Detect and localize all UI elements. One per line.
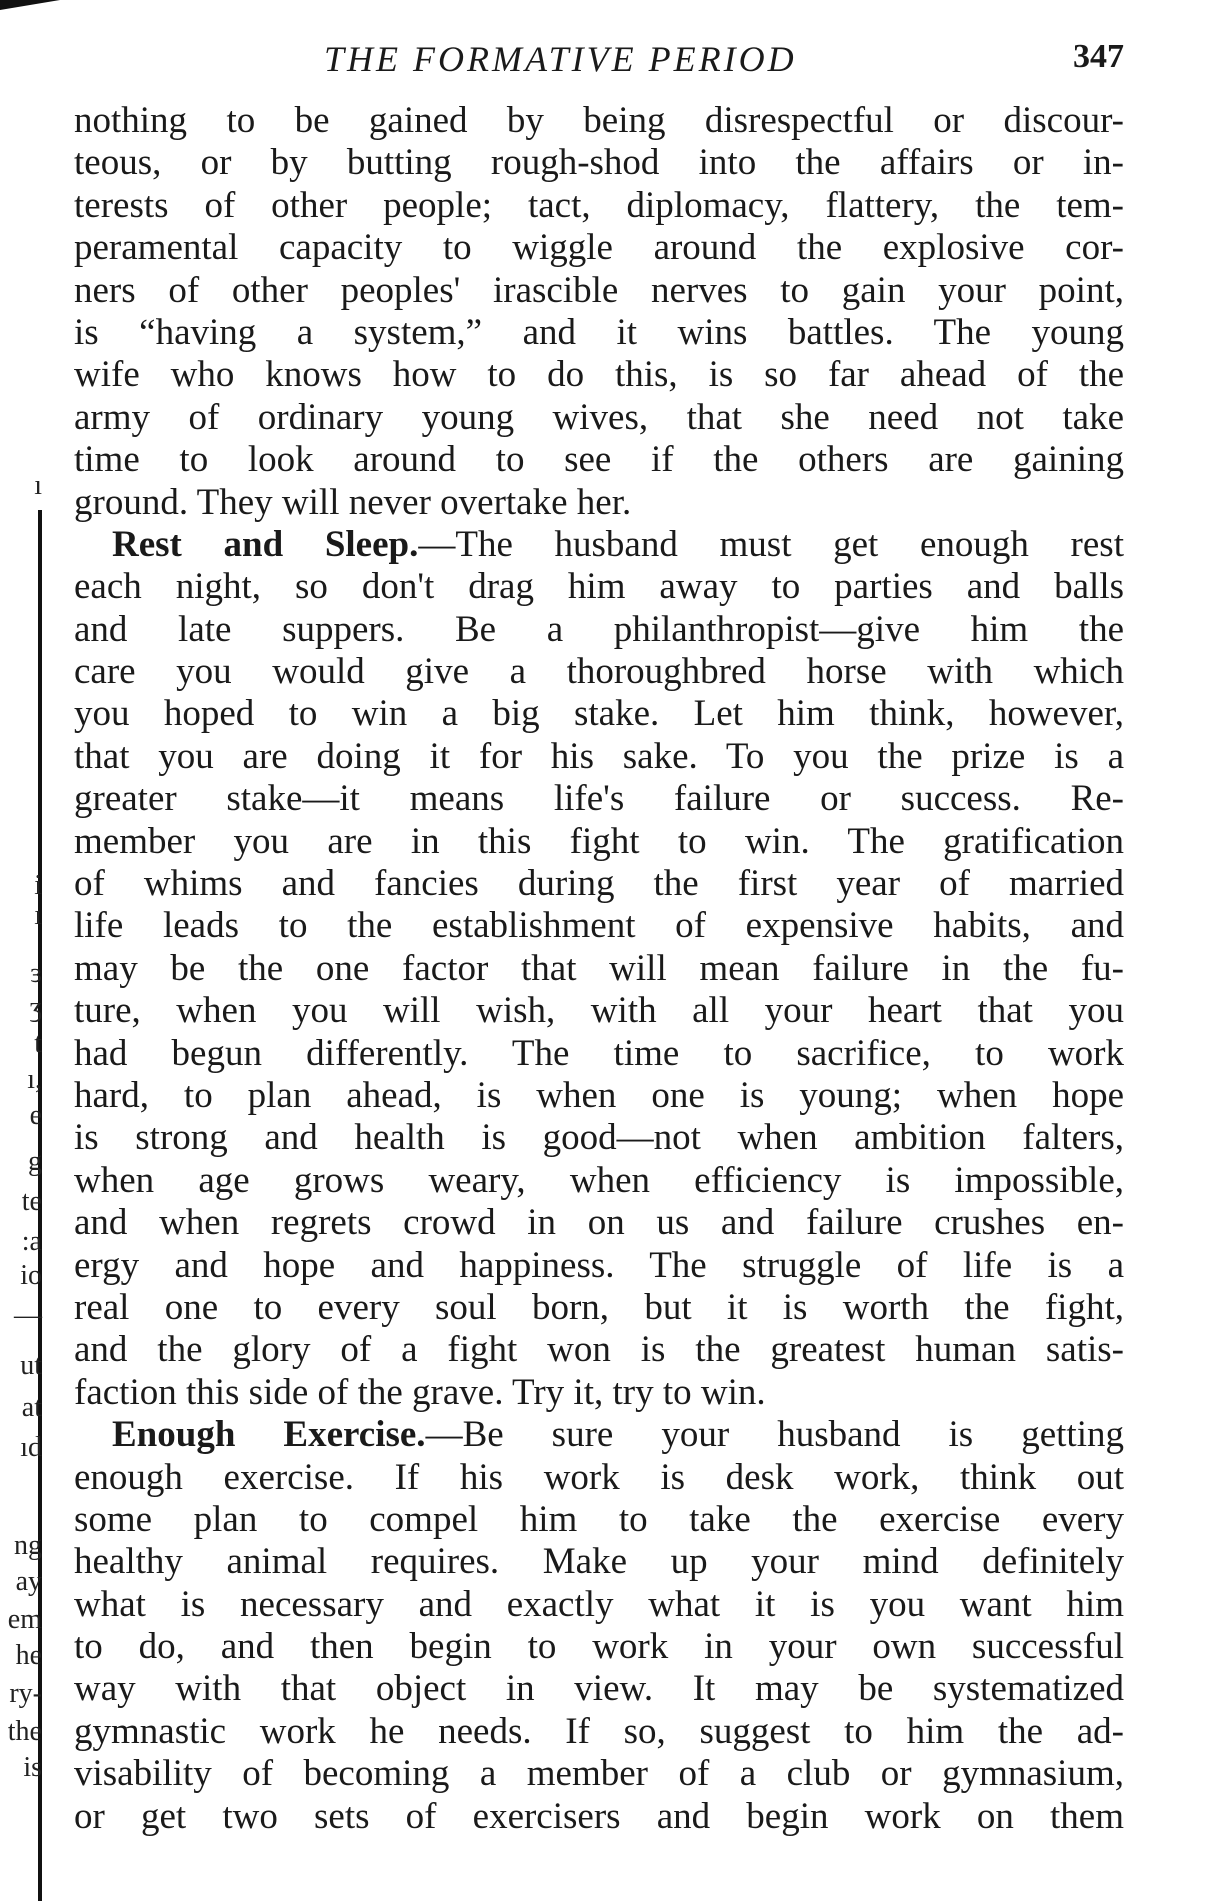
page-number: 347 bbox=[1073, 38, 1124, 75]
text-line: when age grows weary, when efficiency is impossible, bbox=[74, 1159, 1124, 1201]
paragraph-enough-exercise bbox=[74, 1414, 1124, 1838]
section-heading: Rest and Sleep. bbox=[112, 523, 419, 565]
text-line: you hoped to win a big stake. Let him think, however, bbox=[74, 693, 1124, 735]
gutter-fragment: t bbox=[34, 1028, 42, 1059]
gutter-fragment: — bbox=[14, 1300, 42, 1331]
gutter-fragment: :a bbox=[21, 1226, 42, 1257]
text-line: wife who knows how to do this, is so far ahead of the bbox=[74, 354, 1124, 396]
text-line: nothing to be gained by being disrespectful or discour- bbox=[74, 100, 1124, 141]
text-line: is “having a system,” and it wins battles. The young bbox=[74, 311, 1124, 353]
text-line: that you are doing it for his sake. To you the prize is a bbox=[74, 735, 1124, 777]
text-line: way with that object in view. It may be systematized bbox=[74, 1668, 1124, 1710]
text-line: army of ordinary young wives, that she need not take bbox=[74, 396, 1124, 438]
gutter-fragment: is bbox=[23, 1752, 42, 1783]
text-line: ture, when you will wish, with all your heart that you bbox=[74, 990, 1124, 1032]
paragraph bbox=[74, 100, 1124, 524]
text-line: ground. They will never overtake her. bbox=[74, 481, 632, 523]
text-line: some plan to compel him to take the exercise every bbox=[74, 1498, 1124, 1540]
text-line: care you would give a thoroughbred horse with which bbox=[74, 651, 1124, 693]
text-line: to do, and then begin to work in your own successful bbox=[74, 1626, 1124, 1668]
text-line: of whims and fancies during the first year of married bbox=[74, 863, 1124, 905]
text-line: real one to every soul born, but it is worth the fight, bbox=[74, 1286, 1124, 1328]
text-line: or get two sets of exercisers and begin work on them bbox=[74, 1795, 1124, 1837]
section-heading: Enough Exercise. bbox=[112, 1414, 426, 1456]
gutter-fragment: ıd bbox=[20, 1432, 42, 1463]
text-line: and late suppers. Be a philanthropist—give him the bbox=[74, 608, 1124, 650]
heading-line-text: —Be sure your husband is getting bbox=[425, 1414, 1124, 1456]
text-line: healthy animal requires. Make up your mind definitely bbox=[74, 1541, 1124, 1583]
text-line: had begun differently. The time to sacrifice, to work bbox=[74, 1032, 1124, 1074]
text-line: teous, or by butting rough-shod into the affairs or in- bbox=[74, 142, 1124, 184]
gutter-fragment: te bbox=[21, 1186, 42, 1217]
gutter-fragment: he bbox=[15, 1640, 42, 1671]
text-line: visability of becoming a member of a club or gymnasium, bbox=[74, 1753, 1124, 1795]
gutter-fragment: at bbox=[21, 1392, 42, 1423]
text-line: time to look around to see if the others are gaining bbox=[74, 439, 1124, 481]
text-line bbox=[74, 1414, 1124, 1456]
text-line: member you are in this fight to win. The gratification bbox=[74, 820, 1124, 862]
text-line: life leads to the establishment of expensive habits, and bbox=[74, 905, 1124, 947]
text-line: and when regrets crowd in on us and failure crushes en- bbox=[74, 1202, 1124, 1244]
text-line: what is necessary and exactly what it is you want him bbox=[74, 1583, 1124, 1625]
text-line: enough exercise. If his work is desk work, think out bbox=[74, 1456, 1124, 1498]
gutter-fragment: em bbox=[7, 1604, 42, 1635]
text-line: ergy and hope and happiness. The struggle of life is a bbox=[74, 1244, 1124, 1286]
text-line bbox=[74, 524, 1124, 566]
facing-page-gutter bbox=[0, 0, 48, 1901]
running-title: THE FORMATIVE PERIOD bbox=[324, 39, 797, 79]
gutter-fragment: ay bbox=[15, 1566, 42, 1597]
page-header bbox=[74, 38, 1124, 88]
body-text bbox=[74, 100, 1124, 1838]
gutter-fragment: ı bbox=[34, 470, 42, 501]
gutter-fragment: io bbox=[20, 1260, 42, 1291]
gutter-fragment: i bbox=[34, 870, 42, 901]
text-line: each night, so don't drag him away to parties and balls bbox=[74, 566, 1124, 608]
gutter-fragment: ı, bbox=[27, 1064, 42, 1095]
text-line: greater stake—it means life's failure or success. Re- bbox=[74, 778, 1124, 820]
gutter-fragment: ı bbox=[34, 900, 42, 931]
text-line: terests of other people; tact, diplomacy, flattery, the tem- bbox=[74, 184, 1124, 226]
text-line: hard, to plan ahead, is when one is young; when hope bbox=[74, 1074, 1124, 1116]
gutter-fragment: the bbox=[7, 1716, 42, 1747]
text-line: faction this side of the grave. Try it, try to win. bbox=[74, 1371, 766, 1413]
text-line: is strong and health is good—not when ambition falters, bbox=[74, 1117, 1124, 1159]
gutter-fragment: ng bbox=[14, 1530, 42, 1561]
gutter-fragment: ɜ bbox=[30, 958, 42, 989]
text-line: may be the one factor that will mean failure in the fu- bbox=[74, 947, 1124, 989]
text-line: ners of other peoples' irascible nerves to gain your point, bbox=[74, 269, 1124, 311]
heading-line-text: —The husband must get enough rest bbox=[418, 523, 1124, 565]
text-line: gymnastic work he needs. If so, suggest to him the ad- bbox=[74, 1710, 1124, 1752]
text-line: peramental capacity to wiggle around the explosive cor- bbox=[74, 227, 1124, 269]
gutter-fragment: e bbox=[29, 1100, 42, 1131]
paragraph-rest-and-sleep bbox=[74, 524, 1124, 1414]
gutter-fragment: g bbox=[28, 1146, 42, 1177]
gutter-fragment: ut bbox=[20, 1350, 42, 1381]
gutter-fragment: ʒ bbox=[29, 992, 42, 1023]
gutter-fragment: ry- bbox=[9, 1678, 42, 1709]
text-line: and the glory of a fight won is the greatest human satis- bbox=[74, 1329, 1124, 1371]
